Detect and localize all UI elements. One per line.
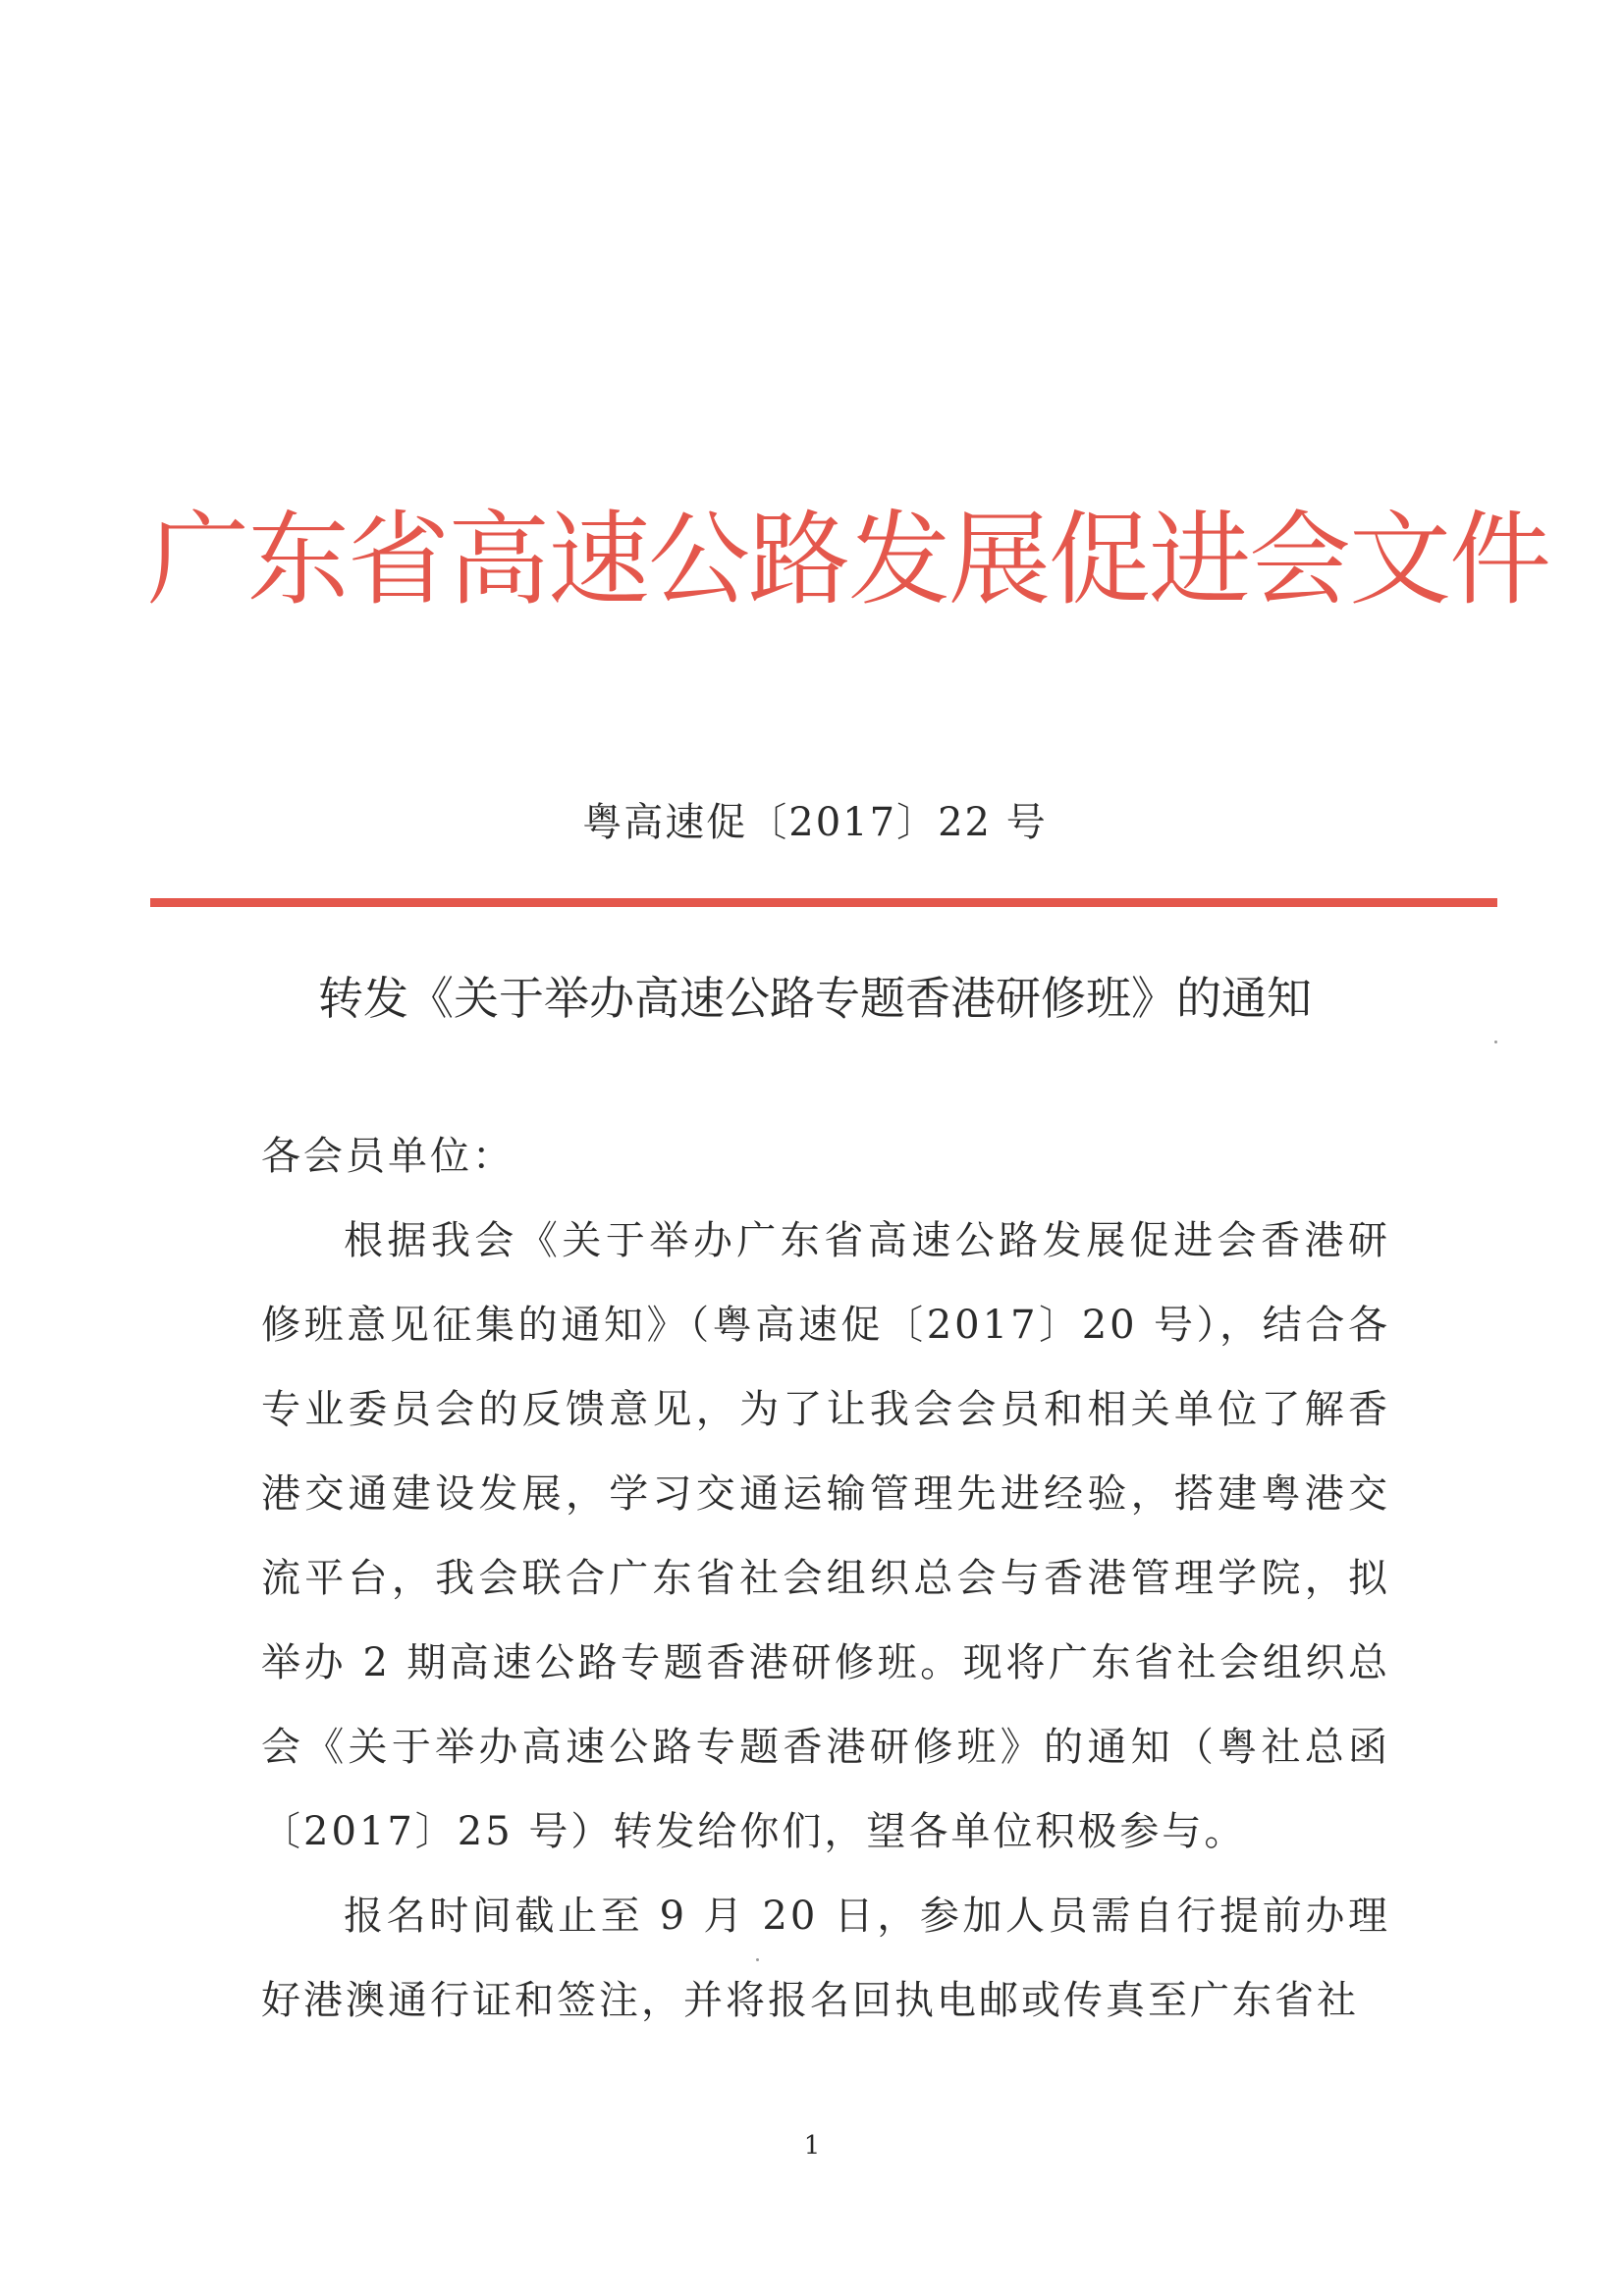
document-body bbox=[261, 1114, 1390, 2043]
scan-speck bbox=[756, 1958, 759, 1961]
document-header-title: 广东省高速公路发展促进会文件 bbox=[147, 500, 1550, 619]
notice-title: 转发《关于举办高速公路专题香港研修班》的通知 bbox=[318, 972, 1312, 1025]
salutation: 各会员单位： bbox=[261, 1134, 514, 1179]
scan-speck bbox=[1494, 1041, 1497, 1043]
page-number: 1 bbox=[803, 2131, 821, 2161]
body-paragraph-2: 报名时间截止至 9 月 20 日，参加人员需自行提前办理好港澳通行证和签注，并将报名回执电邮或传真至广东省社 bbox=[261, 1894, 1390, 2023]
body-paragraph-1: 根据我会《关于举办广东省高速公路发展促进会香港研修班意见征集的通知》（粤高速促〔2017〕20 号），结合各专业委员会的反馈意见，为了让我会会员和相关单位了解香港交通建设发展，学习交通运输管理先进经验，搭建粤港交流平台，我会联合广东省社会组织总会与香港管理学院，拟举办 2 期高速公路专题香港研修班。现将广东省社会组织总会《关于举办高速公路专题香港研修班》的通知（粤社总函〔2017〕25 号）转发给你们，望各单位积极参与。 bbox=[261, 1218, 1390, 1854]
document-number: 粤高速促〔2017〕22 号 bbox=[582, 800, 1048, 845]
red-divider-rule bbox=[150, 898, 1497, 907]
